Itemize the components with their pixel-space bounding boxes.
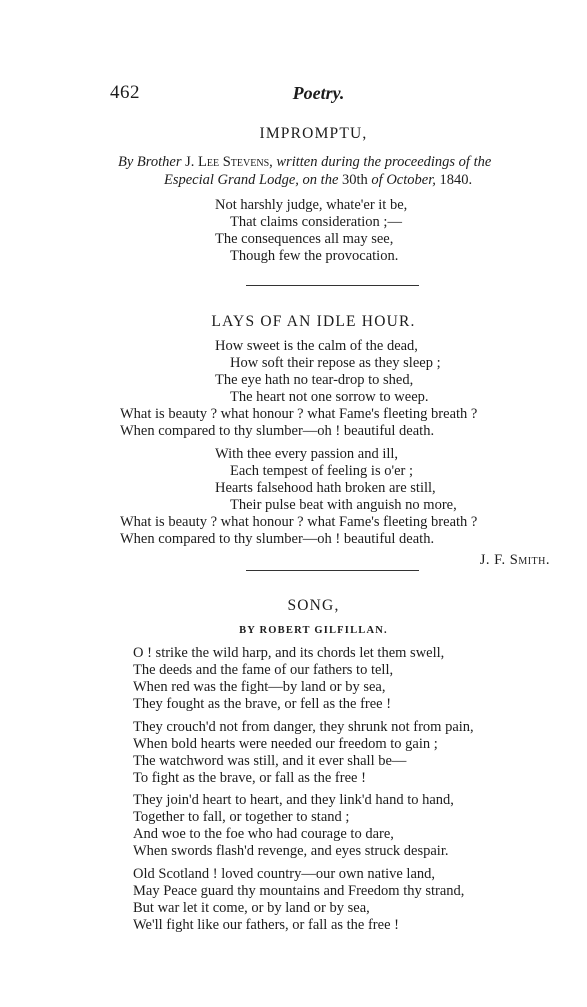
byline-part: of October, [371,172,436,188]
verse-line: Not harshly judge, whate'er it be, [215,197,408,213]
section-divider [246,285,419,286]
running-title: Poetry. [292,83,345,103]
verse-line: When swords flash'd revenge, and eyes struck despair. [133,843,449,859]
verse-line: What is beauty ? what honour ? what Fame's fleeting breath ? [120,514,478,530]
song-title: SONG, [287,597,340,614]
byline-part: Especial Grand Lodge, on the [164,172,339,188]
song-byline: BY ROBERT GILFILLAN. [239,625,388,636]
impromptu-title: IMPROMPTU, [259,125,368,142]
byline-author: Lee Stevens, [198,154,273,170]
byline-part: 30th [338,172,372,188]
byline-part: J. [181,154,199,170]
verse-line: And woe to the foe who had courage to dare, [133,826,394,842]
verse-line: That claims consideration ;— [230,214,402,230]
verse-line: When compared to thy slumber—oh ! beautiful death. [120,423,435,439]
verse-line: They fought as the brave, or fell as the free ! [133,696,392,712]
verse-line: The heart not one sorrow to weep. [230,389,429,405]
verse-line: They join'd heart to heart, and they link'd hand to hand, [133,792,454,808]
verse-line: What is beauty ? what honour ? what Fame's fleeting breath ? [120,406,478,422]
verse-line: When red was the fight—by land or by sea, [133,679,386,695]
verse-line: Hearts falsehood hath broken are still, [215,480,436,496]
verse-line: The watchword was still, and it ever shall be— [133,753,407,769]
verse-line: They crouch'd not from danger, they shrunk not from pain, [133,719,474,735]
verse-line: To fight as the brave, or fall as the free ! [133,770,366,786]
section-divider [246,570,419,571]
verse-line: When bold hearts were needed our freedom to gain ; [133,736,438,752]
verse-line: With thee every passion and ill, [215,446,399,462]
impromptu-byline [118,153,568,189]
verse-line: How soft their repose as they sleep ; [230,355,441,371]
byline-part: written during the proceedings of the [272,154,492,170]
signature: J. F. Smith. [479,552,550,568]
lays-title: LAYS OF AN IDLE HOUR. [211,313,416,330]
verse-line: The eye hath no tear-drop to shed, [215,372,414,388]
verse-line: Each tempest of feeling is o'er ; [230,463,413,479]
verse-line: Their pulse beat with anguish no more, [230,497,457,513]
verse-line: Old Scotland ! loved country—our own native land, [133,866,436,882]
byline-part: By Brother [118,154,182,170]
verse-line: When compared to thy slumber—oh ! beautiful death. [120,531,435,547]
verse-line: The consequences all may see, [215,231,394,247]
verse-line: O ! strike the wild harp, and its chords let them swell, [133,645,445,661]
verse-line: May Peace guard thy mountains and Freedom thy strand, [133,883,465,899]
verse-line: Together to fall, or together to stand ; [133,809,350,825]
verse-line: We'll fight like our fathers, or fall as the free ! [133,917,399,933]
page-number: 462 [110,82,140,103]
verse-line: But war let it come, or by land or by sea, [133,900,370,916]
byline-part: 1840. [435,172,473,188]
verse-line: Though few the provocation. [230,248,399,264]
verse-line: The deeds and the fame of our fathers to tell, [133,662,394,678]
verse-line: How sweet is the calm of the dead, [215,338,418,354]
